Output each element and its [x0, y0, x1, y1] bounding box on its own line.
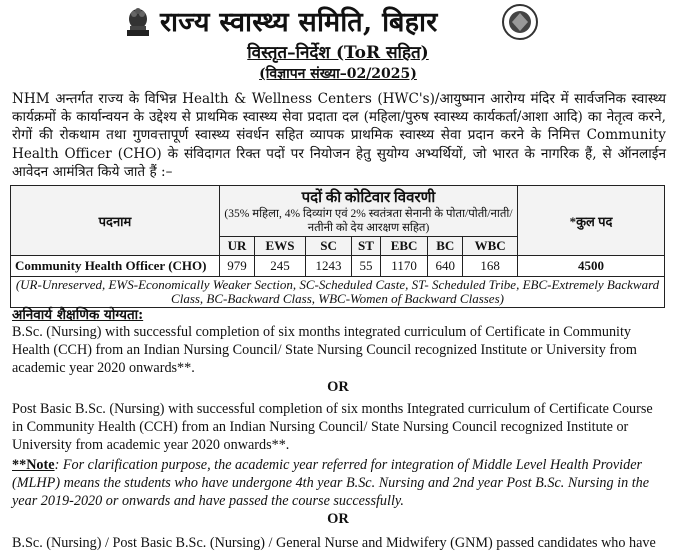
- total-value: 4500: [518, 256, 665, 277]
- note-label: **Note: [12, 457, 55, 473]
- or-separator-2: OR: [327, 511, 349, 527]
- tor-title: विस्तृत–निर्देश (ToR सहित): [247, 43, 429, 63]
- total-header: *कुल पद: [518, 186, 665, 256]
- or-separator-1: OR: [327, 379, 349, 395]
- category-ur: UR: [220, 237, 255, 256]
- abbreviations-note: (UR-Unreserved, EWS-Economically Weaker Section, SC-Scheduled Caste, ST- Scheduled Tribe, EBC-Extremely Backward Class, BC-Backward Class, WBC-Women of Backward Classes): [11, 277, 665, 308]
- value-st: 55: [352, 256, 381, 277]
- category-header: पदों की कोटिवार विवरणी: [301, 190, 436, 206]
- category-header-cell: [220, 186, 518, 237]
- category-subheader: (35% महिला, 4% दिव्यांग एवं 2% स्वतंत्रता सेनानी के पोता/पोती/नाती/नतीनी को देय आरक्षण सहित): [224, 208, 513, 234]
- qualification-heading: अनिवार्य शैक्षणिक योग्यता:: [12, 307, 144, 323]
- value-bc: 640: [428, 256, 463, 277]
- note-text: : For clarification purpose, the academic year referred for integration of Middle Level Health Provider (MLHP) means the students who have undergone 4th year B.Sc. Nursing and 2nd year Post B.Sc. Nursing in the year 2019-2020 or onwards and have passed the course successfully.: [12, 457, 650, 509]
- qualification-option-3: B.Sc. (Nursing) / Post Basic B.Sc. (Nursing) / General Nurse and Midwifery (GNM) passed candidates who have: [12, 535, 656, 551]
- category-sc: SC: [306, 237, 352, 256]
- clarification-note: [12, 456, 664, 510]
- page-header: [0, 2, 676, 40]
- post-header: पदनाम: [11, 186, 220, 256]
- value-ews: 245: [254, 256, 305, 277]
- category-ebc: EBC: [380, 237, 427, 256]
- category-wbc: WBC: [463, 237, 518, 256]
- value-ebc: 1170: [380, 256, 427, 277]
- national-health-mission-logo-icon: [500, 3, 540, 41]
- page-title: राज्य स्वास्थ्य समिति, बिहार: [160, 7, 438, 38]
- qualification-option-2: Post Basic B.Sc. (Nursing) with successful completion of six months Integrated curriculum of Certificate Course in Community Health (CCH) from an Indian Nursing Council/ State Nursing Council recognized Institute or University from academic year 2020 onwards**.: [12, 401, 653, 453]
- advertisement-number: (विज्ञापन संख्या–02/2025): [259, 66, 417, 82]
- category-st: ST: [352, 237, 381, 256]
- post-name: Community Health Officer (CHO): [11, 256, 220, 277]
- qualification-option-1: B.Sc. (Nursing) with successful completion of six months integrated curriculum of Certificate in Community Health (CCH) from an Indian Nursing Council/ State Nursing Council recognized Institute or University from academic year 2020 onwards**.: [12, 324, 637, 376]
- category-ews: EWS: [254, 237, 305, 256]
- category-bc: BC: [428, 237, 463, 256]
- posts-table: [10, 185, 665, 308]
- value-ur: 979: [220, 256, 255, 277]
- intro-paragraph: NHM अन्तर्गत राज्य के विभिन्न Health & Wellness Centers (HWC's)/आयुष्मान आरोग्य मंदिर में सार्वजनिक स्वास्थ्य कार्यक्रमों के कार्यान्वयन के उद्देश्य से प्राथमिक स्वास्थ्य सेवा प्रदाता दल (महिला/पुरुष स्वास्थ्य कार्यकर्ता/आशा आदि) का नेतृत्व करने, रोगों की रोकथाम तथा गुणवत्तापूर्ण स्वास्थ्य संवर्धन सहित व्यापक प्राथमिक स्वास्थ्य सेवा प्रदान करने के निमित्त Community Health Officer (CHO) के संविदागत रिक्त पदों पर नियोजन हेतु सुयोग्य अभ्यर्थियों, जो भारत के नागरिक हैं, से ऑनलाईन आवेदन आमंत्रित किये जाते हैं :–: [12, 91, 666, 180]
- value-sc: 1243: [306, 256, 352, 277]
- value-wbc: 168: [463, 256, 518, 277]
- ashoka-emblem-icon: [124, 4, 152, 38]
